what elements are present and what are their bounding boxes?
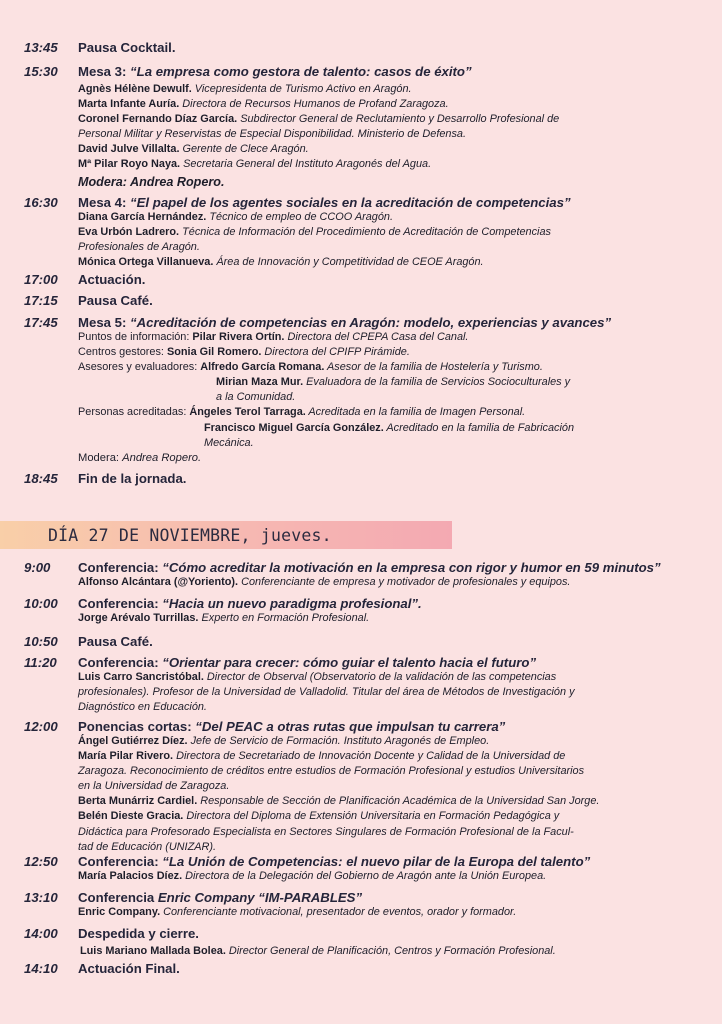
session-1345 [24,40,689,55]
speaker: Ángel Gutiérrez Díez. Jefe de Servicio de Formación. Instituto Aragonés de Empleo. [78,735,490,747]
info-point: Puntos de información: Pilar Rivera Ortín. Directora del CPEPA Casa del Canal. [78,331,469,343]
speaker-role-cont: Didáctica para Profesorado Especialista en Sectores Singulares de Formación Profesional de la Facul- [78,825,574,838]
session-title [78,64,472,79]
speaker: María Palacios Díez. Directora de la Delegación del Gobierno de Aragón ante la Unión Europea. [78,870,547,882]
session-time: 9:00 [24,560,51,575]
speaker: Coronel Fernando Díaz García. Subdirector General de Reclutamiento y Desarrollo Profesional de [78,113,560,126]
speaker-role-cont: Diagnóstico en Educación. [78,701,207,714]
session-title: Pausa Cocktail. [78,40,176,55]
session-title: Ponencias cortas: “Del PEAC a otras rutas que impulsan tu carrera” [78,719,506,734]
speaker: Alfonso Alcántara (@Yoriento). Conferenciante de empresa y motivador de profesionales y equipos. [78,576,571,588]
speaker: Jorge Arévalo Turrillas. Experto en Formación Profesional. [78,612,370,624]
speaker: Mª Pilar Royo Naya. Secretaria General del Instituto Aragonés del Agua. [78,158,432,171]
session-1410 [24,961,689,976]
session-time: 12:00 [24,719,58,734]
session-title: Mesa 5: “Acreditación de competencias en Aragón: modelo, experiencias y avances” [78,315,612,330]
management-centers: Centros gestores: Sonia Gil Romero. Directora del CPIFP Pirámide. [78,346,410,359]
session-time: 10:00 [24,596,58,611]
session-label: Mesa 3: [78,64,131,79]
session-1700 [24,272,689,287]
session-time: 10:50 [24,634,58,649]
day-header: DÍA 27 DE NOVIEMBRE, jueves. [48,526,332,545]
session-1745 [24,315,689,466]
session-title: Pausa Café. [78,293,153,308]
session-title: Conferencia: “Hacia un nuevo paradigma profesional”. [78,596,422,611]
speaker: Belén Dieste Gracia. Directora del Diploma de Extensión Universitaria en Formación Pedagógica y [78,810,560,823]
day-header-bar [0,521,452,549]
speaker: Luis Mariano Mallada Bolea. Director General de Planificación, Centros y Formación Profesional. [80,945,556,957]
speaker: Luis Carro Sancristóbal. Director de Observal (Observatorio de la validación de las competencias [78,671,557,683]
speaker-role-cont: profesionales). Profesor de la Universidad de Valladolid. Titular del área de Métodos de Investigación y [78,686,575,699]
session-time: 16:30 [24,195,58,210]
moderator: Modera: Andrea Ropero. [78,174,225,189]
speaker-role-cont: Profesionales de Aragón. [78,241,200,254]
session-topic: “La empresa como gestora de talento: casos de éxito” [130,64,472,79]
session-title: Conferencia: “Cómo acreditar la motivación en la empresa con rigor y humor en 59 minutos” [78,560,661,575]
speaker: María Pilar Rivero. Directora de Secretariado de Innovación Docente y Calidad de la Universidad de [78,750,566,763]
session-time: 17:15 [24,293,58,308]
accredited-role-cont: Mecánica. [204,436,254,449]
evaluator: Mirian Maza Mur. Evaluadora de la familia de Servicios Socioculturales y [216,376,571,389]
accredited-person: Personas acreditadas: Ángeles Terol Tarraga. Acreditada en la familia de Imagen Personal. [78,406,526,419]
speaker: Mónica Ortega Villanueva. Área de Innovación y Competitividad de CEOE Aragón. [78,256,484,269]
session-time: 11:20 [24,655,57,670]
evaluator-role-cont: a la Comunidad. [216,391,296,404]
session-time: 13:10 [24,890,58,905]
session-title: Conferencia: “La Unión de Competencias: el nuevo pilar de la Europa del talento” [78,854,591,869]
session-title: Mesa 4: “El papel de los agentes sociales en la acreditación de competencias” [78,195,571,210]
speaker: Agnès Hélène Dewulf. Vicepresidenta de Turismo Activo en Aragón. [78,83,412,95]
accredited-person: Francisco Miguel García González. Acreditado en la familia de Fabricación [204,421,575,434]
session-1715 [24,293,689,308]
session-title: Conferencia: “Orientar para crecer: cómo guiar el talento hacia el futuro” [78,655,537,670]
session-time: 14:10 [24,961,58,976]
session-1120 [24,655,689,715]
session-title: Despedida y cierre. [78,926,199,941]
session-1310 [24,890,689,920]
session-1400 [24,926,689,959]
session-time: 14:00 [24,926,58,941]
session-1200 [24,719,689,855]
speaker: David Julve Villalta. Gerente de Clece Aragón. [78,143,309,156]
session-title: Conferencia Enric Company “IM-PARABLES” [78,890,363,905]
session-0900 [24,560,689,590]
speaker-role-cont: Personal Militar y Reservistas de Especial Disponibilidad. Ministerio de Defensa. [78,128,467,141]
moderator: Modera: Andrea Ropero. [78,451,202,464]
session-title: Actuación Final. [78,961,180,976]
session-1250 [24,854,689,884]
speaker: Berta Munárriz Cardiel. Responsable de Sección de Planificación Académica de la Universidad San Jorge. [78,795,600,808]
speaker: Diana García Hernández. Técnico de empleo de CCOO Aragón. [78,211,393,223]
session-title: Actuación. [78,272,146,287]
session-time: 17:00 [24,272,58,287]
speaker: Marta Infante Auría. Directora de Recursos Humanos de Profand Zaragoza. [78,98,449,111]
session-title: Fin de la jornada. [78,471,187,486]
session-1000 [24,596,689,626]
speaker-role-cont: en la Universidad de Zaragoza. [78,780,230,793]
speaker-role-cont: Zaragoza. Reconocimiento de créditos entre estudios de Formación Profesional y estudios Universitarios [78,765,585,778]
session-time: 18:45 [24,471,58,486]
evaluator: Asesores y evaluadores: Alfredo García Romana. Asesor de la familia de Hostelería y Turismo. [78,361,543,374]
speaker: Eva Urbón Ladrero. Técnica de Información del Procedimiento de Acreditación de Competencias [78,226,551,239]
session-time: 12:50 [24,854,58,869]
session-time: 13:45 [24,40,58,55]
session-1530 [24,64,689,190]
session-1630 [24,195,689,270]
session-time: 15:30 [24,64,58,79]
session-1050 [24,634,689,649]
speaker: Enric Company. Conferenciante motivacional, presentador de eventos, orador y formador. [78,906,517,918]
session-1845 [24,471,689,486]
session-time: 17:45 [24,315,58,330]
session-title: Pausa Café. [78,634,153,649]
speaker-role-cont: tad de Educación (UNIZAR). [78,840,217,853]
